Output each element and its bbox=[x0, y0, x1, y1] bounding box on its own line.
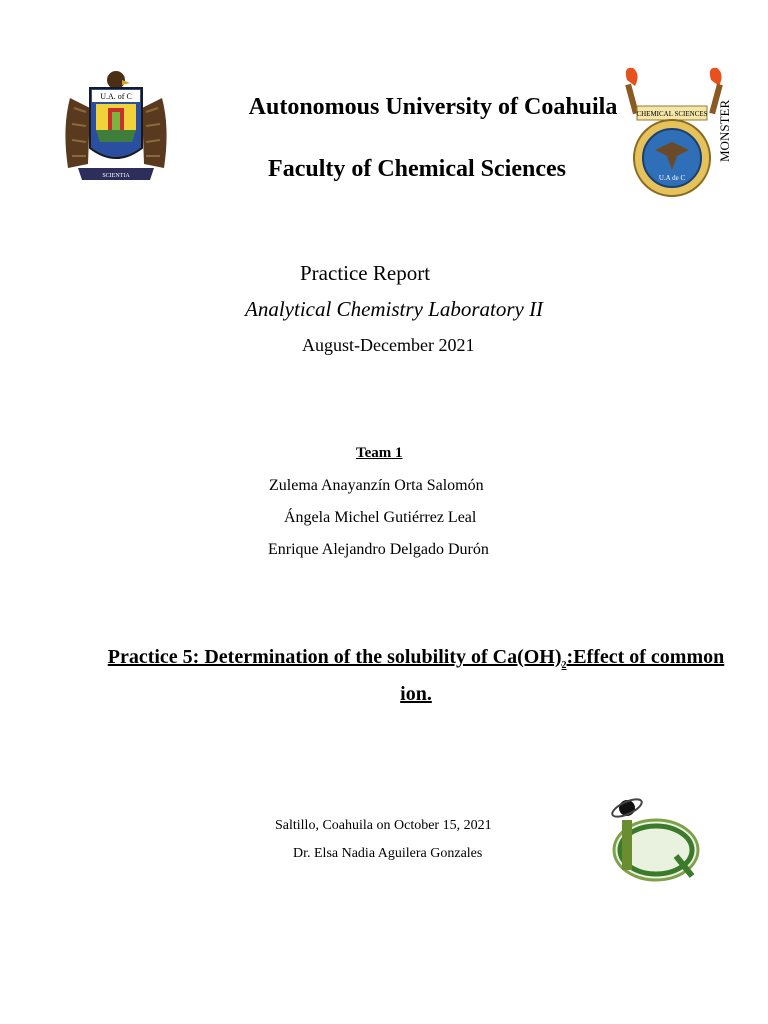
practice-title-subscript: 2 bbox=[561, 660, 567, 671]
team-member: Zulema Anayanzín Orta Salomón bbox=[269, 477, 484, 494]
emblem-vertical-text: MONSTER bbox=[717, 99, 732, 162]
university-title: Autonomous University of Coahuila bbox=[248, 94, 618, 120]
emblem-text: U.A. of C bbox=[100, 92, 132, 101]
report-type: Practice Report bbox=[300, 261, 431, 285]
practice-title-part2: :Effect of common ion. bbox=[400, 646, 725, 705]
iq-logo bbox=[596, 790, 706, 890]
course-name: Analytical Chemistry Laboratory II bbox=[245, 297, 544, 321]
practice-title-part1: Practice 5: Determination of the solubility of Ca(OH) bbox=[107, 646, 562, 668]
emblem-center-text: U.A de C bbox=[658, 174, 686, 182]
place-and-date: Saltillo, Coahuila on October 15, 2021 bbox=[275, 818, 492, 833]
faculty-title: Faculty of Chemical Sciences bbox=[268, 156, 566, 182]
teacher-name: Dr. Elsa Nadia Aguilera Gonzales bbox=[293, 846, 483, 861]
emblem-banner-text: CHEMICAL SCIENCES bbox=[636, 110, 708, 118]
team-member: Enrique Alejandro Delgado Durón bbox=[268, 541, 489, 558]
team-member: Ángela Michel Gutiérrez Leal bbox=[284, 509, 477, 526]
emblem-ribbon-text: SCIENTIA bbox=[102, 173, 130, 179]
practice-title bbox=[100, 643, 732, 708]
team-label: Team 1 bbox=[356, 445, 403, 461]
semester-period: August-December 2021 bbox=[302, 335, 475, 355]
